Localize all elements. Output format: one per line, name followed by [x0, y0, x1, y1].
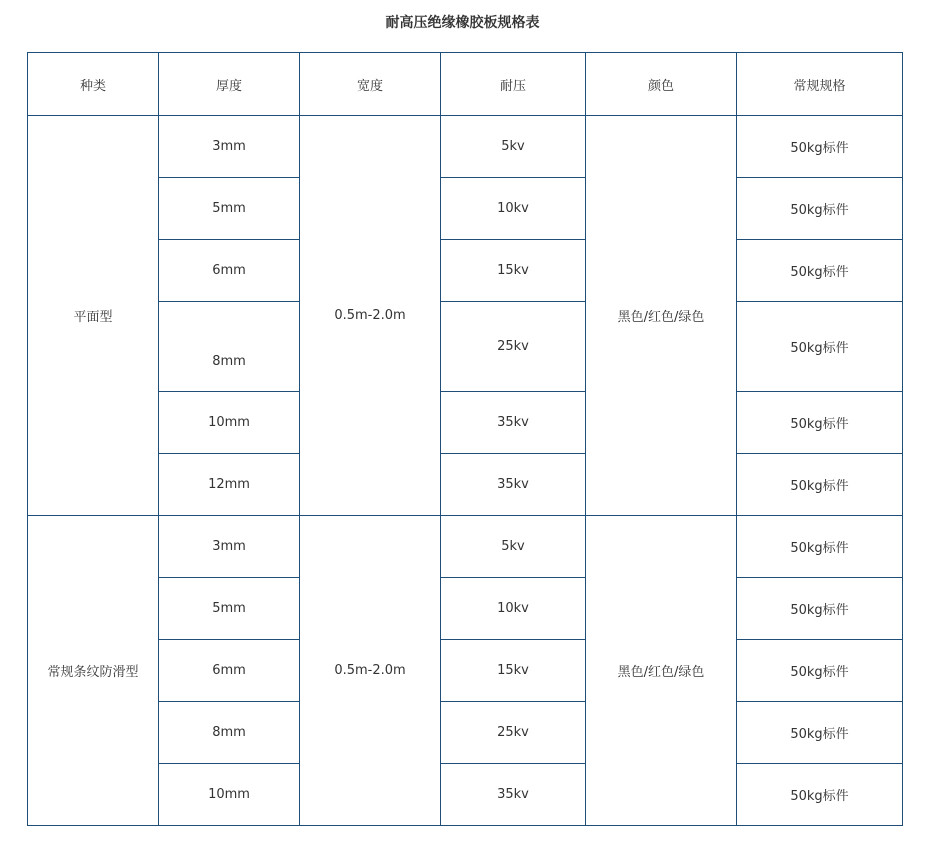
spec-cell: 50kg标件 [737, 764, 903, 826]
type-cell: 常规条纹防滑型 [28, 516, 159, 826]
spec-cell: 50kg标件 [737, 640, 903, 702]
spec-cell: 50kg标件 [737, 240, 903, 302]
color-cell: 黑色/红色/绿色 [586, 516, 737, 826]
thickness-cell: 8mm [159, 702, 300, 764]
header-color: 颜色 [586, 53, 737, 116]
header-thickness: 厚度 [159, 53, 300, 116]
table-row [28, 702, 903, 764]
spec-cell: 50kg标件 [737, 578, 903, 640]
spec-table [27, 52, 903, 826]
table-row [28, 240, 903, 302]
voltage-cell: 35kv [441, 392, 586, 454]
thickness-cell: 5mm [159, 178, 300, 240]
thickness-cell: 10mm [159, 392, 300, 454]
table-row [28, 516, 903, 578]
voltage-cell: 35kv [441, 454, 586, 516]
header-spec: 常规规格 [737, 53, 903, 116]
thickness-cell: 3mm [159, 116, 300, 178]
voltage-cell: 25kv [441, 302, 586, 392]
voltage-cell: 5kv [441, 116, 586, 178]
thickness-cell: 8mm [159, 302, 300, 392]
page-title: 耐高压绝缘橡胶板规格表 [385, 15, 540, 31]
table-row [28, 640, 903, 702]
spec-cell: 50kg标件 [737, 116, 903, 178]
voltage-cell: 35kv [441, 764, 586, 826]
voltage-cell: 10kv [441, 178, 586, 240]
thickness-cell: 6mm [159, 240, 300, 302]
voltage-cell: 10kv [441, 578, 586, 640]
voltage-cell: 5kv [441, 516, 586, 578]
voltage-cell: 15kv [441, 640, 586, 702]
table-row [28, 764, 903, 826]
header-width: 宽度 [300, 53, 441, 116]
spec-cell: 50kg标件 [737, 302, 903, 392]
table-row [28, 116, 903, 178]
header-voltage: 耐压 [441, 53, 586, 116]
voltage-cell: 15kv [441, 240, 586, 302]
header-row [28, 53, 903, 116]
spec-cell: 50kg标件 [737, 178, 903, 240]
thickness-cell: 10mm [159, 764, 300, 826]
spec-cell: 50kg标件 [737, 516, 903, 578]
thickness-cell: 6mm [159, 640, 300, 702]
table-row [28, 454, 903, 516]
header-type: 种类 [28, 53, 159, 116]
spec-cell: 50kg标件 [737, 702, 903, 764]
voltage-cell: 25kv [441, 702, 586, 764]
thickness-cell: 5mm [159, 578, 300, 640]
width-cell: 0.5m-2.0m [300, 516, 441, 826]
table-row [28, 578, 903, 640]
spec-cell: 50kg标件 [737, 392, 903, 454]
spec-cell: 50kg标件 [737, 454, 903, 516]
thickness-cell: 12mm [159, 454, 300, 516]
table-row [28, 392, 903, 454]
type-cell: 平面型 [28, 116, 159, 516]
thickness-cell: 3mm [159, 516, 300, 578]
color-cell: 黑色/红色/绿色 [586, 116, 737, 516]
table-row [28, 302, 903, 392]
table-row [28, 178, 903, 240]
width-cell: 0.5m-2.0m [300, 116, 441, 516]
